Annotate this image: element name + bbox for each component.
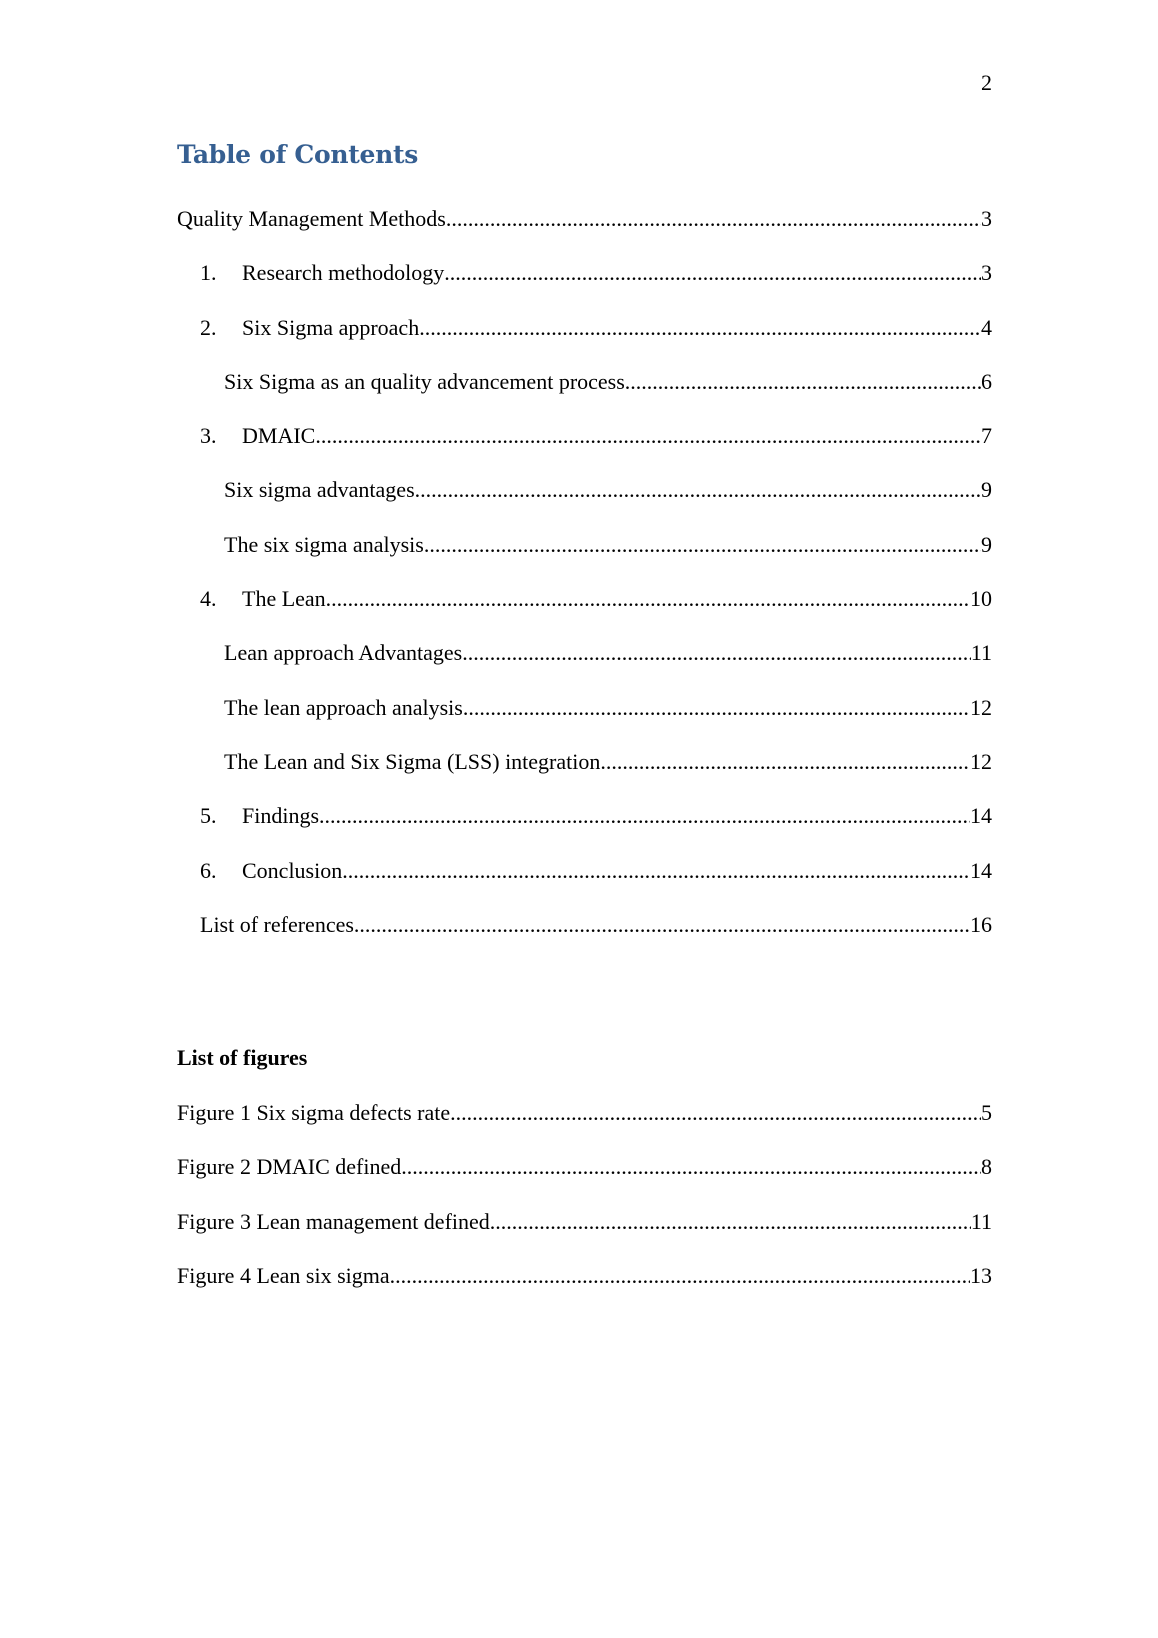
toc-entry[interactable] bbox=[177, 475, 992, 529]
toc-entry-title: DMAIC bbox=[242, 423, 316, 449]
toc-entry[interactable] bbox=[177, 530, 992, 584]
toc-entry-page: 3 bbox=[981, 260, 992, 286]
toc-entry-title: The Lean and Six Sigma (LSS) integration bbox=[224, 748, 601, 774]
figure-entry[interactable] bbox=[177, 1098, 992, 1152]
toc-entry[interactable] bbox=[177, 693, 992, 747]
toc-entry-title: The Lean bbox=[242, 586, 326, 612]
toc-entry-page: 6 bbox=[981, 368, 992, 394]
dot-leader bbox=[390, 1261, 970, 1291]
dot-leader bbox=[354, 910, 970, 940]
toc-entry-page: 9 bbox=[981, 477, 992, 503]
toc-entry-page: 8 bbox=[981, 1154, 992, 1180]
figure-entry[interactable] bbox=[177, 1207, 992, 1261]
toc-entry[interactable] bbox=[177, 638, 992, 692]
toc-entry-page: 3 bbox=[981, 206, 992, 231]
toc-entry[interactable] bbox=[177, 313, 992, 367]
toc-list bbox=[177, 204, 992, 964]
toc-entry-page: 12 bbox=[970, 748, 992, 774]
toc-entry-number: 2. bbox=[200, 314, 217, 340]
toc-entry-title: Conclusion bbox=[242, 857, 343, 883]
toc-entry-title: Six sigma advantages bbox=[224, 477, 415, 503]
toc-entry-title: Quality Management Methods bbox=[177, 206, 446, 231]
toc-entry-page: 5 bbox=[981, 1100, 992, 1125]
toc-entry-title: Lean approach Advantages bbox=[224, 640, 463, 666]
toc-entry-number: 1. bbox=[200, 260, 217, 286]
toc-entry[interactable] bbox=[177, 747, 992, 801]
dot-leader bbox=[446, 204, 981, 234]
toc-entry-page: 12 bbox=[970, 694, 992, 720]
toc-entry-page: 10 bbox=[970, 586, 992, 612]
figure-entry[interactable] bbox=[177, 1152, 992, 1206]
toc-entry-title: Six Sigma approach bbox=[242, 314, 420, 340]
toc-entry[interactable] bbox=[177, 910, 992, 964]
toc-entry-title: Six Sigma as an quality advancement process bbox=[224, 368, 625, 394]
dot-leader bbox=[450, 1098, 981, 1128]
list-of-figures-heading: List of figures bbox=[177, 1045, 308, 1070]
toc-entry[interactable] bbox=[177, 204, 992, 258]
dot-leader bbox=[463, 693, 970, 723]
toc-entry-number: 3. bbox=[200, 423, 217, 449]
toc-entry-title: Research methodology bbox=[242, 260, 445, 286]
toc-entry-number: 5. bbox=[200, 803, 217, 829]
toc-entry[interactable] bbox=[177, 421, 992, 475]
page-number: 2 bbox=[981, 70, 992, 95]
toc-entry[interactable] bbox=[177, 584, 992, 638]
dot-leader bbox=[326, 584, 970, 614]
toc-entry-page: 14 bbox=[970, 857, 992, 883]
toc-entry-page: 13 bbox=[970, 1262, 992, 1288]
dot-leader bbox=[490, 1207, 971, 1237]
list-of-figures bbox=[177, 1098, 992, 1315]
dot-leader bbox=[600, 747, 970, 777]
toc-entry-page: 16 bbox=[970, 911, 992, 937]
toc-entry-page: 9 bbox=[981, 531, 992, 557]
toc-entry-page: 14 bbox=[970, 803, 992, 829]
toc-entry-title: List of references bbox=[200, 911, 354, 937]
toc-entry-page: 11 bbox=[970, 1208, 992, 1234]
dot-leader bbox=[319, 801, 970, 831]
toc-entry-number: 6. bbox=[200, 857, 217, 883]
dot-leader bbox=[401, 1152, 981, 1182]
dot-leader bbox=[424, 530, 981, 560]
dot-leader bbox=[415, 475, 981, 505]
dot-leader bbox=[315, 421, 981, 451]
toc-entry-title: The lean approach analysis bbox=[224, 694, 463, 720]
figure-entry[interactable] bbox=[177, 1261, 992, 1315]
toc-entry-title: Figure 2 DMAIC defined bbox=[177, 1154, 402, 1180]
toc-entry[interactable] bbox=[177, 367, 992, 421]
dot-leader bbox=[342, 856, 970, 886]
toc-entry-title: Findings bbox=[242, 803, 320, 829]
toc-entry-page: 7 bbox=[981, 423, 992, 449]
dot-leader bbox=[419, 313, 981, 343]
dot-leader bbox=[625, 367, 981, 397]
toc-entry-page: 4 bbox=[981, 314, 992, 340]
toc-entry[interactable] bbox=[177, 856, 992, 910]
dot-leader bbox=[444, 258, 981, 288]
toc-entry-title: Figure 3 Lean management defined bbox=[177, 1208, 490, 1234]
toc-entry-page: 11 bbox=[970, 640, 992, 666]
toc-entry-title: Figure 4 Lean six sigma bbox=[177, 1262, 390, 1288]
toc-entry-title: Figure 1 Six sigma defects rate bbox=[177, 1100, 451, 1125]
toc-entry[interactable] bbox=[177, 801, 992, 855]
toc-entry[interactable] bbox=[177, 258, 992, 312]
dot-leader bbox=[462, 638, 971, 668]
toc-entry-number: 4. bbox=[200, 586, 217, 612]
toc-entry-title: The six sigma analysis bbox=[224, 531, 424, 557]
toc-title: Table of Contents bbox=[177, 140, 419, 169]
